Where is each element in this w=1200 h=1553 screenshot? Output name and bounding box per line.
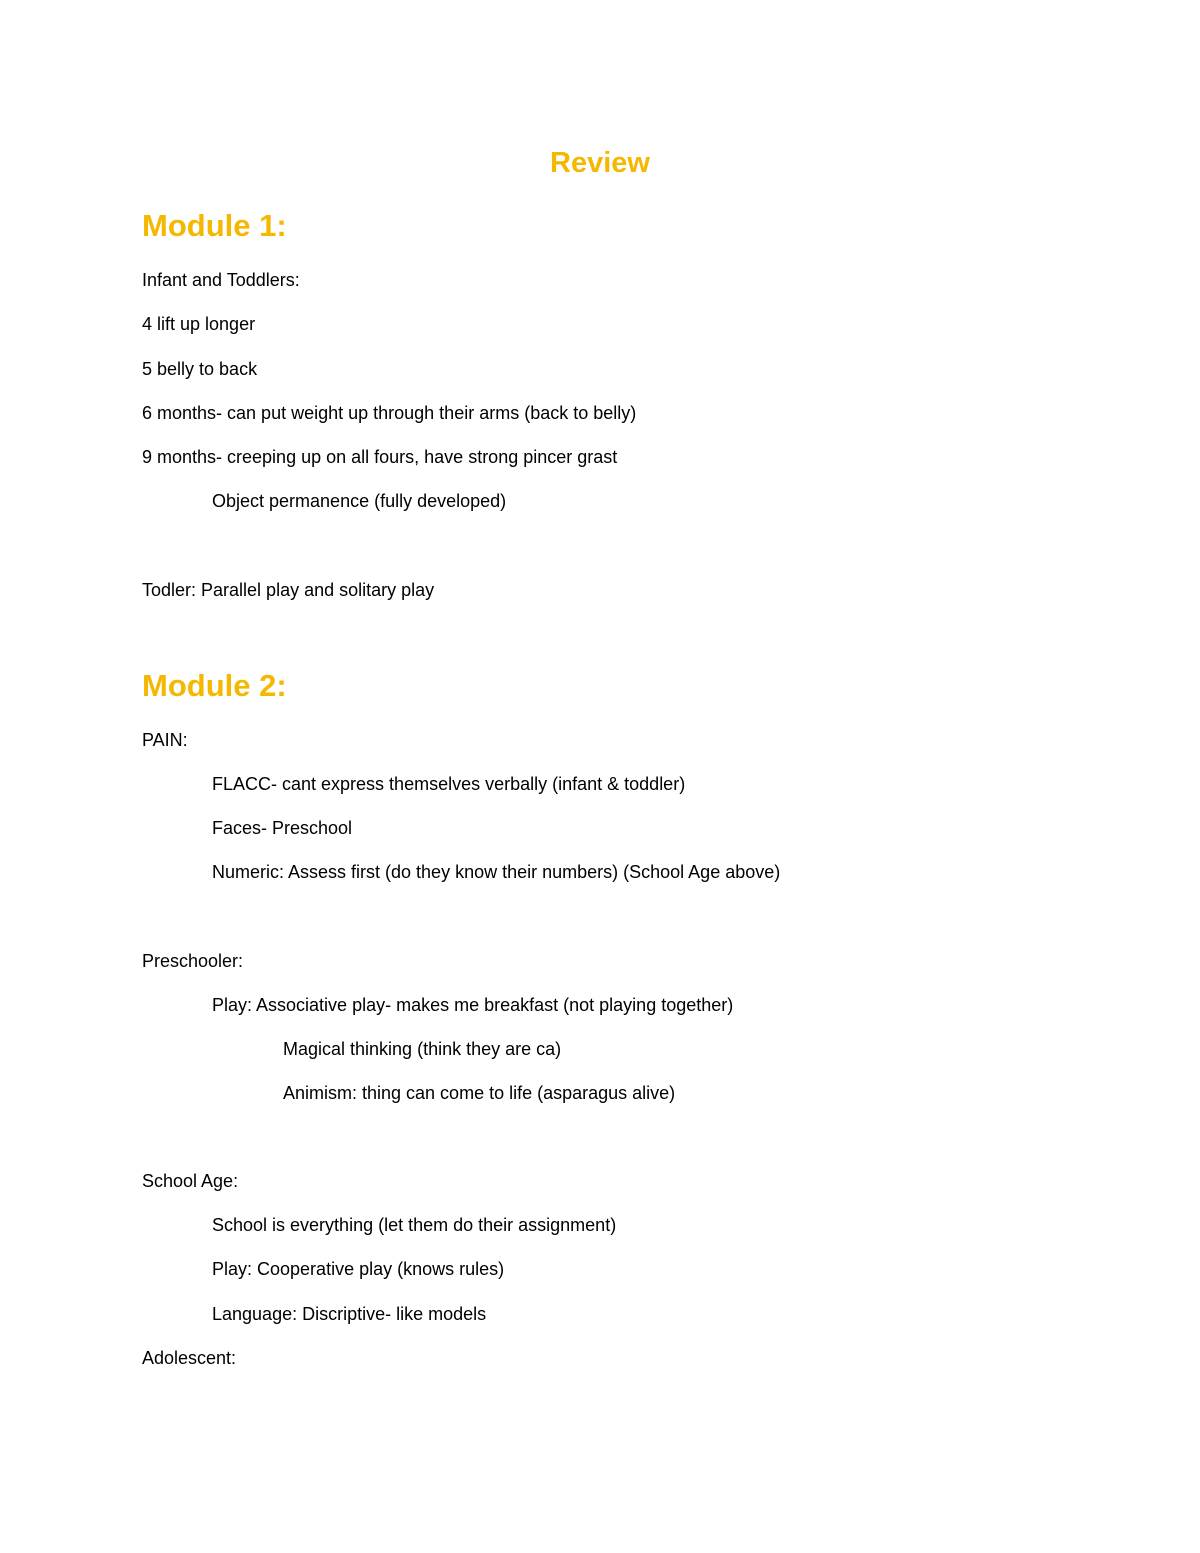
module-1-line: 6 months- can put weight up through their arms (back to belly)	[142, 403, 637, 423]
module-1-heading: Module 1:	[142, 208, 287, 243]
module-1-line: Infant and Toddlers:	[142, 270, 300, 290]
module-2-line: FLACC- cant express themselves verbally (infant & toddler)	[212, 774, 686, 794]
module-2-line: Play: Cooperative play (knows rules)	[212, 1259, 505, 1279]
module-2-line: Faces- Preschool	[212, 818, 353, 838]
module-2-line: Animism: thing can come to life (asparagus alive)	[283, 1083, 676, 1103]
module-1-line: 4 lift up longer	[142, 314, 256, 334]
module-2-line: School Age:	[142, 1171, 239, 1191]
module-1-line: Todler: Parallel play and solitary play	[142, 580, 435, 600]
module-2-line: Magical thinking (think they are ca)	[283, 1039, 562, 1059]
module-2-line: School is everything (let them do their assignment)	[212, 1215, 617, 1235]
module-2-line: Language: Discriptive- like models	[212, 1304, 487, 1324]
module-2-line: Adolescent:	[142, 1348, 237, 1368]
module-2-line: Preschooler:	[142, 951, 244, 971]
module-2-line: Numeric: Assess first (do they know their numbers) (School Age above)	[212, 862, 781, 882]
module-1-line: 5 belly to back	[142, 359, 258, 379]
module-2-heading: Module 2:	[142, 668, 287, 703]
module-1-line: 9 months- creeping up on all fours, have strong pincer grast	[142, 447, 618, 467]
module-2-line: PAIN:	[142, 730, 188, 750]
document-title: Review	[550, 147, 650, 179]
module-1-line: Object permanence (fully developed)	[212, 491, 507, 511]
module-2-line: Play: Associative play- makes me breakfast (not playing together)	[212, 995, 734, 1015]
